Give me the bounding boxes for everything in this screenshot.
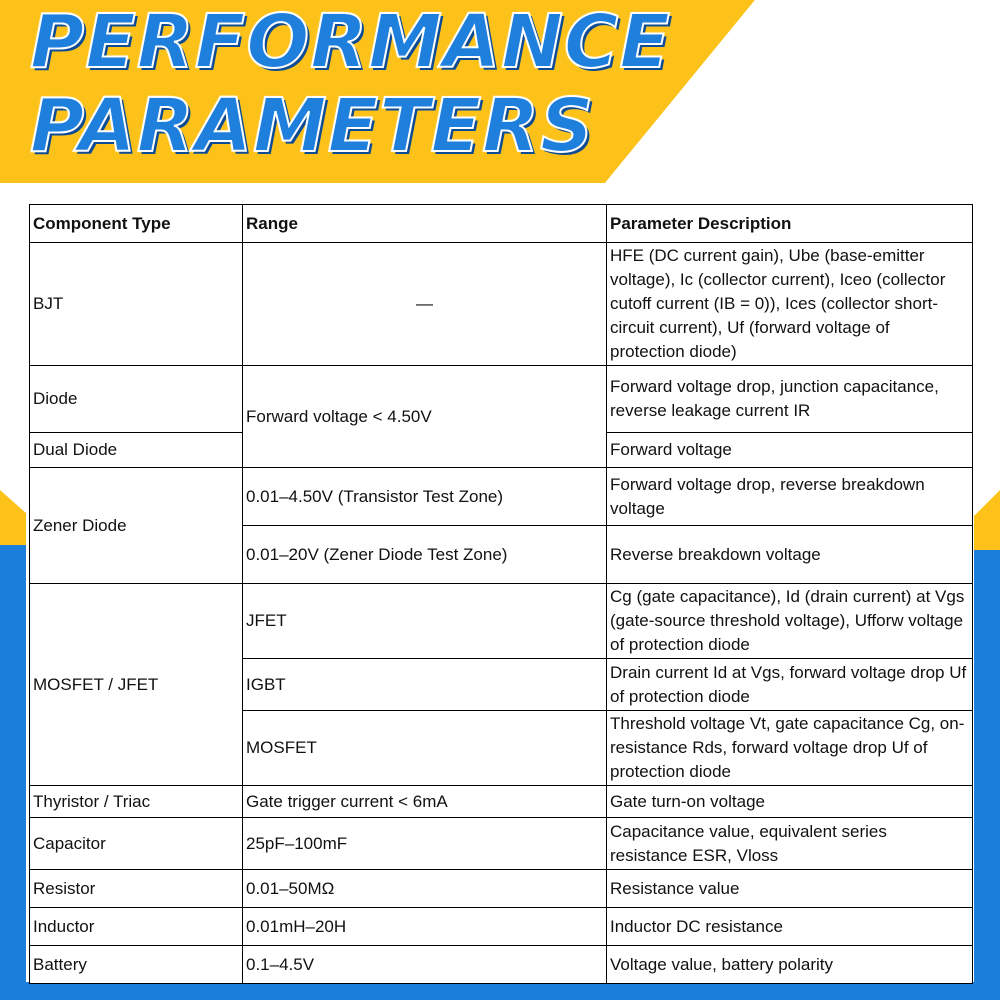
cell-description: Forward voltage drop, reverse breakdown voltage xyxy=(607,468,973,526)
header-range: Range xyxy=(243,205,607,243)
parameters-table xyxy=(29,204,973,984)
table-row xyxy=(30,366,973,433)
table-row xyxy=(30,468,973,526)
table-row xyxy=(30,243,973,366)
cell-range: 0.01–20V (Zener Diode Test Zone) xyxy=(243,526,607,584)
cell-component-type: Zener Diode xyxy=(30,468,243,584)
cell-description: Voltage value, battery polarity xyxy=(607,946,973,984)
cell-range: 0.01–4.50V (Transistor Test Zone) xyxy=(243,468,607,526)
cell-range: — xyxy=(243,243,607,366)
cell-range: 0.01mH–20H xyxy=(243,908,607,946)
header-parameter-description: Parameter Description xyxy=(607,205,973,243)
cell-range: Gate trigger current < 6mA xyxy=(243,786,607,818)
cell-component-type: BJT xyxy=(30,243,243,366)
cell-description: Inductor DC resistance xyxy=(607,908,973,946)
cell-range: JFET xyxy=(243,584,607,659)
cell-component-type: Thyristor / Triac xyxy=(30,786,243,818)
cell-description: Forward voltage xyxy=(607,433,973,468)
cell-component-type: Diode xyxy=(30,366,243,433)
cell-description: Forward voltage drop, junction capacitance, reverse leakage current IR xyxy=(607,366,973,433)
cell-description: HFE (DC current gain), Ube (base-emitter voltage), Ic (collector current), Iceo (collector cutoff current (IB = 0)), Ices (collector short-circuit current), Uf (forward voltage of protection diode) xyxy=(607,243,973,366)
cell-range: 0.1–4.5V xyxy=(243,946,607,984)
table-row xyxy=(30,870,973,908)
cell-component-type: Inductor xyxy=(30,908,243,946)
cell-component-type: Battery xyxy=(30,946,243,984)
cell-range: 25pF–100mF xyxy=(243,818,607,870)
table-row xyxy=(30,786,973,818)
title-line-2: PARAMETERS xyxy=(30,83,595,169)
cell-range: Forward voltage < 4.50V xyxy=(243,366,607,468)
cell-description: Resistance value xyxy=(607,870,973,908)
cell-description: Reverse breakdown voltage xyxy=(607,526,973,584)
table-row xyxy=(30,584,973,659)
cell-component-type: Capacitor xyxy=(30,818,243,870)
cell-range: IGBT xyxy=(243,659,607,711)
cell-description: Gate turn-on voltage xyxy=(607,786,973,818)
cell-component-type: MOSFET / JFET xyxy=(30,584,243,786)
cell-description: Drain current Id at Vgs, forward voltage drop Uf of protection diode xyxy=(607,659,973,711)
cell-description: Capacitance value, equivalent series resistance ESR, Vloss xyxy=(607,818,973,870)
table-row xyxy=(30,818,973,870)
cell-component-type: Dual Diode xyxy=(30,433,243,468)
table-row xyxy=(30,946,973,984)
cell-component-type: Resistor xyxy=(30,870,243,908)
table-header-row xyxy=(30,205,973,243)
title-line-1: PERFORMANCE xyxy=(30,0,671,85)
table-row xyxy=(30,908,973,946)
cell-description: Threshold voltage Vt, gate capacitance Cg, on-resistance Rds, forward voltage drop Uf of protection diode xyxy=(607,711,973,786)
cell-range: 0.01–50MΩ xyxy=(243,870,607,908)
cell-description: Cg (gate capacitance), Id (drain current) at Vgs (gate-source threshold voltage), Ufforw voltage of protection diode xyxy=(607,584,973,659)
cell-range: MOSFET xyxy=(243,711,607,786)
header-component-type: Component Type xyxy=(30,205,243,243)
